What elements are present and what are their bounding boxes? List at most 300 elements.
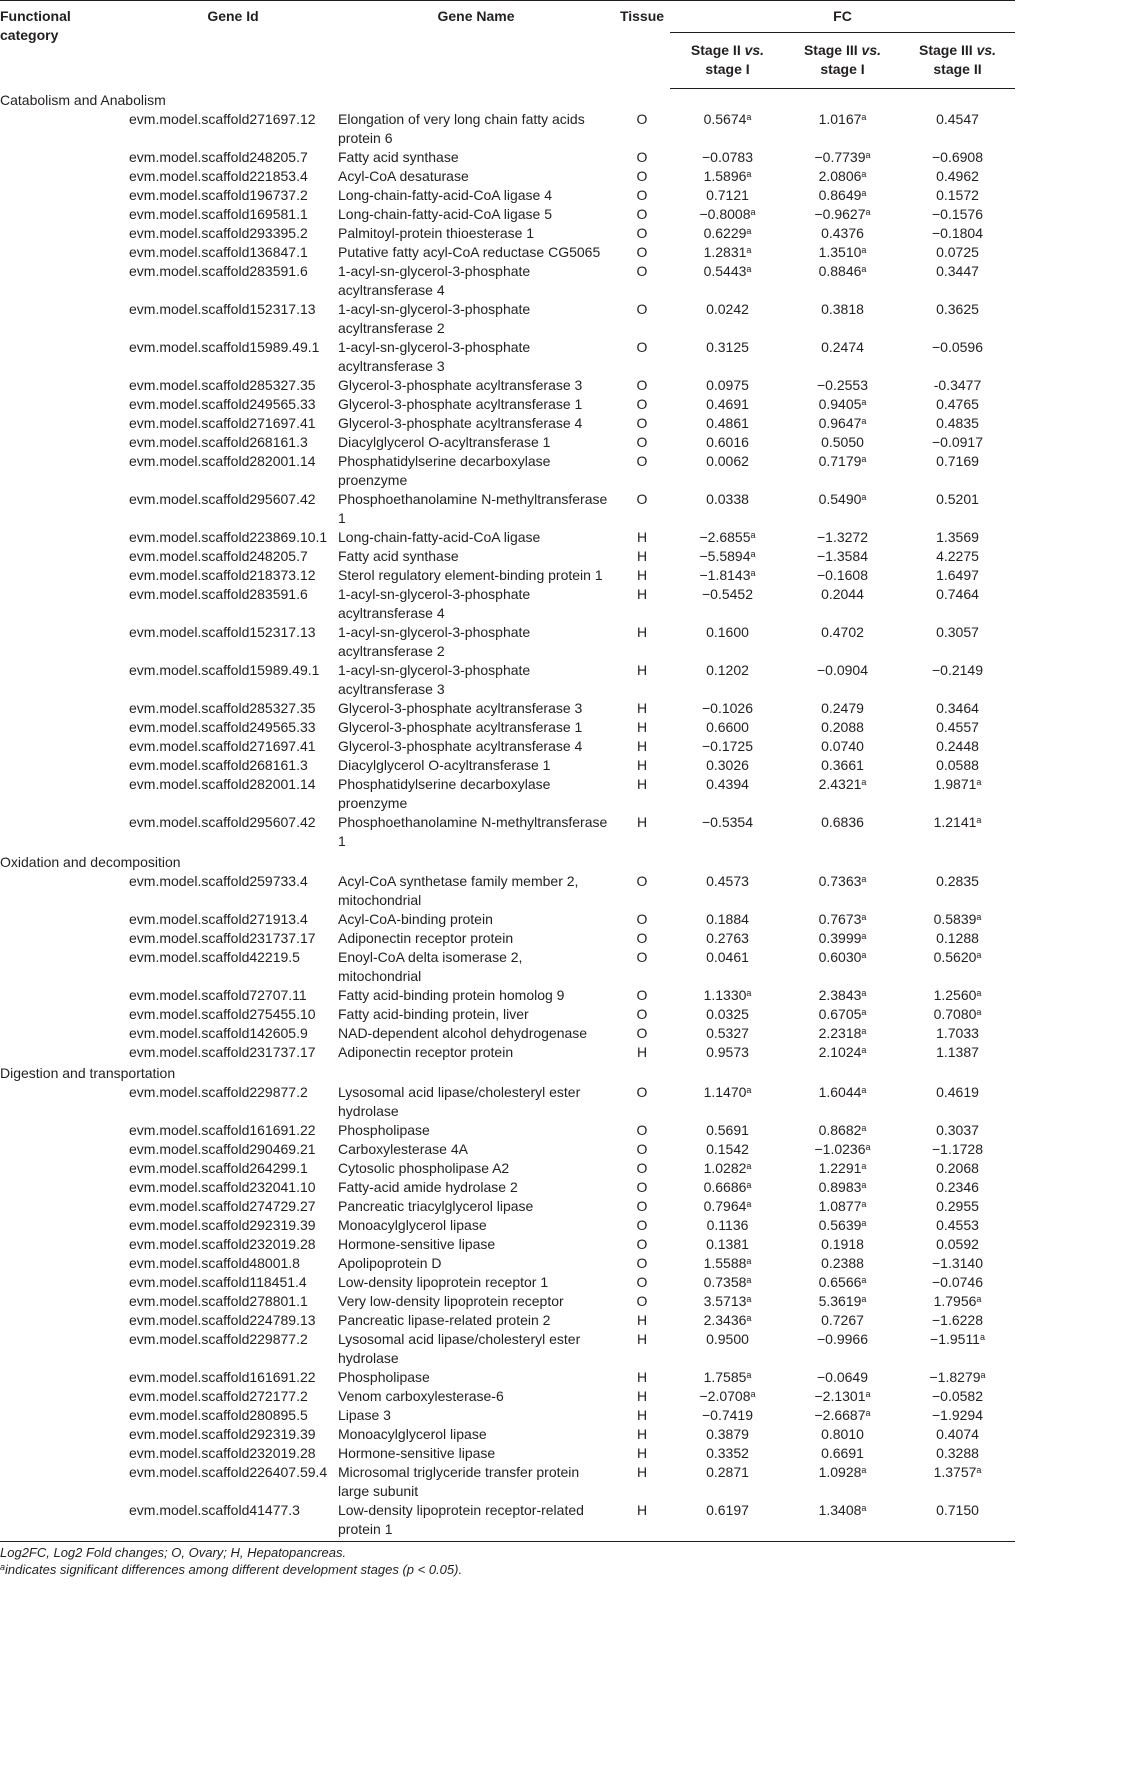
- fc-value: 0.3057: [936, 624, 979, 640]
- gene-id-cell: evm.model.scaffold72707.11: [129, 987, 307, 1003]
- tissue-cell: O: [636, 206, 648, 222]
- significance-mark: a: [861, 987, 867, 998]
- fc-stage2-vs-stage1-cell: [670, 1024, 785, 1043]
- fc-value: 1.9871: [933, 776, 977, 792]
- fc-value: 0.9405: [818, 396, 862, 412]
- table-row: [0, 1083, 1015, 1121]
- fc-stage2-vs-stage1-cell: [670, 1197, 785, 1216]
- tissue-cell: O: [636, 1255, 648, 1271]
- fc-stage3-vs-stage2-cell: [900, 1311, 1015, 1330]
- category-spacer-cell: [0, 585, 128, 623]
- gene-name-cell: Phosphoethanolamine N-methyltransferase 1: [338, 491, 608, 526]
- gene-name-cell: Microsomal triglyceride transfer protein large subunit: [338, 1464, 580, 1499]
- significance-mark: a: [861, 453, 867, 464]
- fc-value: 0.3288: [936, 1445, 979, 1461]
- fc-stage2-vs-stage1-cell: [670, 1216, 785, 1235]
- table-row: [0, 775, 1015, 813]
- table-row: [0, 1159, 1015, 1178]
- table-row: [0, 1216, 1015, 1235]
- significance-mark: a: [865, 1388, 871, 1399]
- fc-value: 0.5674: [703, 111, 747, 127]
- gene-id-cell: evm.model.scaffold229877.2: [129, 1331, 308, 1347]
- fc-value: 0.7358: [703, 1274, 747, 1290]
- fc-value: 0.3818: [821, 301, 864, 317]
- fc-value: 3.5713: [703, 1293, 747, 1309]
- category-spacer-cell: [0, 205, 128, 224]
- tissue-cell: O: [636, 873, 648, 889]
- fc-value: 0.5839: [933, 911, 977, 927]
- tissue-cell: H: [636, 719, 648, 735]
- table-header: [0, 1, 1015, 89]
- tissue-cell: H: [636, 1331, 648, 1347]
- tissue-cell: H: [636, 700, 648, 716]
- fc-value: 0.1202: [706, 662, 749, 678]
- fc-value: 0.4619: [936, 1084, 979, 1100]
- significance-mark: a: [861, 1179, 867, 1190]
- table-row: [0, 205, 1015, 224]
- fc-stage2-vs-stage1-cell: [670, 395, 785, 414]
- significance-mark: a: [861, 187, 867, 198]
- category-spacer-cell: [0, 1330, 128, 1368]
- fc-stage2-vs-stage1-cell: [670, 414, 785, 433]
- fc-value: 0.4691: [706, 396, 749, 412]
- gene-name-cell: Glycerol-3-phosphate acyltransferase 4: [338, 415, 583, 431]
- fc-stage3-vs-stage1-cell: [785, 1254, 900, 1273]
- tissue-cell: O: [636, 1217, 648, 1233]
- gene-name-cell: NAD-dependent alcohol dehydrogenase: [338, 1025, 588, 1041]
- table-row: [0, 986, 1015, 1005]
- tissue-cell: H: [636, 1369, 648, 1385]
- gene-name-cell: Lysosomal acid lipase/cholesteryl ester hydrolase: [338, 1084, 581, 1119]
- fc-value: 0.4765: [936, 396, 979, 412]
- fc-value: 0.2479: [821, 700, 864, 716]
- fc-stage2-vs-stage1-cell: [670, 623, 785, 661]
- fc-stage3-vs-stage1-cell: [785, 661, 900, 699]
- category-spacer-cell: [0, 186, 128, 205]
- fc-stage3-vs-stage1-cell: [785, 110, 900, 148]
- fc-value: −0.5354: [702, 814, 753, 830]
- fc-stage3-vs-stage2-cell: [900, 452, 1015, 490]
- table-row: [0, 338, 1015, 376]
- fc-stage2-vs-stage1-cell: [670, 1368, 785, 1387]
- table-row: [0, 566, 1015, 585]
- fc-value: 0.4962: [936, 168, 979, 184]
- table-row: [0, 1140, 1015, 1159]
- tissue-cell: H: [636, 1044, 648, 1060]
- fc-value: 1.7585: [703, 1369, 747, 1385]
- significance-mark: a: [746, 1179, 752, 1190]
- significance-mark: a: [861, 1217, 867, 1228]
- gene-name-cell: Venom carboxylesterase-6: [338, 1388, 504, 1404]
- table-row: [0, 243, 1015, 262]
- gene-name-cell: Acyl-CoA synthetase family member 2, mitochondrial: [338, 873, 579, 908]
- fc-value: 0.4702: [821, 624, 864, 640]
- table-row: [0, 1043, 1015, 1062]
- category-spacer-cell: [0, 813, 128, 851]
- tissue-cell: H: [636, 1464, 648, 1480]
- header-stage2-vs-stage1: [670, 33, 785, 89]
- tissue-cell: O: [636, 111, 648, 127]
- fc-stage3-vs-stage1-cell: [785, 1368, 900, 1387]
- fc-value: 0.0461: [706, 949, 749, 965]
- fc-value: 0.2388: [821, 1255, 864, 1271]
- fc-value: -0.3477: [933, 377, 982, 393]
- table-row: [0, 948, 1015, 986]
- fc-value: 0.3661: [821, 757, 864, 773]
- category-spacer-cell: [0, 1159, 128, 1178]
- gene-id-cell: evm.model.scaffold271697.41: [129, 738, 316, 754]
- fc-value: −0.1804: [932, 225, 983, 241]
- fc-stage3-vs-stage2-cell: [900, 376, 1015, 395]
- significance-mark: a: [746, 1198, 752, 1209]
- fc-stage3-vs-stage1-cell: [785, 699, 900, 718]
- significance-mark: a: [861, 168, 867, 179]
- header-sub2-vs: vs.: [861, 42, 882, 58]
- fc-value: 0.5443: [703, 263, 747, 279]
- fc-stage3-vs-stage1-cell: [785, 490, 900, 528]
- gene-id-cell: evm.model.scaffold169581.1: [129, 206, 308, 222]
- header-stage3-vs-stage1: [785, 33, 900, 89]
- significance-mark: a: [746, 1255, 752, 1266]
- fc-stage3-vs-stage2-cell: [900, 1043, 1015, 1062]
- fc-stage2-vs-stage1-cell: [670, 1005, 785, 1024]
- gene-id-cell: evm.model.scaffold282001.14: [129, 776, 316, 792]
- tissue-cell: O: [636, 415, 648, 431]
- gene-id-cell: evm.model.scaffold15989.49.1: [129, 662, 320, 678]
- fc-value: −0.1608: [817, 567, 868, 583]
- fc-stage2-vs-stage1-cell: [670, 1444, 785, 1463]
- fc-stage3-vs-stage1-cell: [785, 1140, 900, 1159]
- fc-value: 2.3436: [703, 1312, 747, 1328]
- table-body: [0, 89, 1015, 1542]
- gene-id-cell: evm.model.scaffold271913.4: [129, 911, 308, 927]
- fc-stage3-vs-stage2-cell: [900, 224, 1015, 243]
- header-sub3-part-b: stage II: [933, 61, 982, 77]
- gene-name-cell: Low-density lipoprotein receptor 1: [338, 1274, 549, 1290]
- gene-id-cell: evm.model.scaffold152317.13: [129, 301, 316, 317]
- table-row: [0, 1024, 1015, 1043]
- fc-stage3-vs-stage2-cell: [900, 338, 1015, 376]
- fc-value: 0.8682: [818, 1122, 862, 1138]
- gene-id-cell: evm.model.scaffold152317.13: [129, 624, 316, 640]
- fc-stage3-vs-stage1-cell: [785, 1043, 900, 1062]
- category-spacer-cell: [0, 910, 128, 929]
- significance-mark: a: [750, 1388, 756, 1399]
- fc-value: 0.2763: [706, 930, 749, 946]
- fc-value: 0.7179: [818, 453, 862, 469]
- table-row: [0, 376, 1015, 395]
- category-row: [0, 851, 1015, 872]
- gene-id-cell: evm.model.scaffold223869.10.1: [129, 529, 328, 545]
- fc-stage3-vs-stage1-cell: [785, 224, 900, 243]
- fc-stage3-vs-stage2-cell: [900, 661, 1015, 699]
- gene-name-cell: Glycerol-3-phosphate acyltransferase 3: [338, 377, 583, 393]
- gene-id-cell: evm.model.scaffold224789.13: [129, 1312, 316, 1328]
- category-spacer-cell: [0, 433, 128, 452]
- significance-mark: a: [861, 1274, 867, 1285]
- gene-id-cell: evm.model.scaffold218373.12: [129, 567, 316, 583]
- fc-stage3-vs-stage1-cell: [785, 186, 900, 205]
- tissue-cell: O: [636, 1236, 648, 1252]
- tissue-cell: H: [636, 1426, 648, 1442]
- fc-stage3-vs-stage2-cell: [900, 1197, 1015, 1216]
- category-spacer-cell: [0, 167, 128, 186]
- fc-stage3-vs-stage1-cell: [785, 395, 900, 414]
- fc-value: 0.2346: [936, 1179, 979, 1195]
- category-spacer-cell: [0, 872, 128, 910]
- gene-name-cell: Fatty acid synthase: [338, 548, 459, 564]
- fc-value: 0.8649: [818, 187, 862, 203]
- fc-stage3-vs-stage1-cell: [785, 1197, 900, 1216]
- category-spacer-cell: [0, 623, 128, 661]
- fc-value: −0.1026: [702, 700, 753, 716]
- gene-name-cell: 1-acyl-sn-glycerol-3-phosphate acyltransferase 4: [338, 263, 531, 298]
- table-row: [0, 1197, 1015, 1216]
- category-spacer-cell: [0, 1197, 128, 1216]
- fc-stage2-vs-stage1-cell: [670, 167, 785, 186]
- category-row: [0, 89, 1015, 111]
- fc-value: −0.8008: [699, 206, 751, 222]
- gene-id-cell: evm.model.scaffold196737.2: [129, 187, 308, 203]
- fc-value: 0.1542: [706, 1141, 749, 1157]
- fc-value: −2.0708: [699, 1388, 751, 1404]
- fc-value: −0.2553: [817, 377, 868, 393]
- table-row: [0, 1463, 1015, 1501]
- category-spacer-cell: [0, 986, 128, 1005]
- significance-mark: a: [865, 1141, 871, 1152]
- table-row: [0, 1235, 1015, 1254]
- gene-id-cell: evm.model.scaffold231737.17: [129, 930, 316, 946]
- fc-value: 0.2068: [936, 1160, 979, 1176]
- gene-name-cell: Fatty acid-binding protein, liver: [338, 1006, 529, 1022]
- category-spacer-cell: [0, 718, 128, 737]
- significance-mark: a: [746, 1084, 752, 1095]
- fc-value: 0.4557: [936, 719, 979, 735]
- gene-id-cell: evm.model.scaffold226407.59.4: [129, 1464, 328, 1480]
- gene-name-cell: Enoyl-CoA delta isomerase 2, mitochondrial: [338, 949, 523, 984]
- significance-mark: a: [861, 930, 867, 941]
- gene-id-cell: evm.model.scaffold278801.1: [129, 1293, 308, 1309]
- fc-stage2-vs-stage1-cell: [670, 929, 785, 948]
- table-row: [0, 1406, 1015, 1425]
- fc-stage3-vs-stage2-cell: [900, 243, 1015, 262]
- category-spacer-cell: [0, 1024, 128, 1043]
- fc-stage2-vs-stage1-cell: [670, 986, 785, 1005]
- fc-stage2-vs-stage1-cell: [670, 262, 785, 300]
- fc-stage3-vs-stage1-cell: [785, 262, 900, 300]
- tissue-cell: H: [636, 548, 648, 564]
- fc-stage2-vs-stage1-cell: [670, 1387, 785, 1406]
- fc-value: −2.6687: [814, 1407, 866, 1423]
- significance-mark: a: [976, 776, 982, 787]
- table-row: [0, 110, 1015, 148]
- significance-mark: a: [861, 1464, 867, 1475]
- category-spacer-cell: [0, 1140, 128, 1159]
- fc-value: −1.9294: [932, 1407, 983, 1423]
- fc-stage2-vs-stage1-cell: [670, 490, 785, 528]
- fc-stage3-vs-stage1-cell: [785, 148, 900, 167]
- fc-stage2-vs-stage1-cell: [670, 1311, 785, 1330]
- header-sub2-part-b: stage I: [820, 61, 865, 77]
- fc-stage3-vs-stage2-cell: [900, 1235, 1015, 1254]
- header-sub3-part-a: Stage III: [918, 42, 977, 58]
- fc-value: −1.3140: [932, 1255, 983, 1271]
- category-spacer-cell: [0, 1235, 128, 1254]
- fc-value: 1.6044: [818, 1084, 862, 1100]
- significance-mark: a: [861, 491, 867, 502]
- fc-value: 1.1330: [703, 987, 747, 1003]
- fc-value: −0.7739: [814, 149, 866, 165]
- fc-value: −0.0649: [817, 1369, 868, 1385]
- tissue-cell: O: [636, 244, 648, 260]
- category-label: Oxidation and decomposition: [0, 854, 181, 870]
- fc-value: 0.6016: [706, 434, 749, 450]
- gene-name-cell: Adiponectin receptor protein: [338, 1044, 514, 1060]
- fc-value: −1.8143: [699, 567, 751, 583]
- fc-value: 0.3464: [936, 700, 979, 716]
- fc-stage3-vs-stage2-cell: [900, 1216, 1015, 1235]
- fc-value: 0.7363: [818, 873, 862, 889]
- fc-stage3-vs-stage1-cell: [785, 433, 900, 452]
- fc-stage3-vs-stage2-cell: [900, 756, 1015, 775]
- fc-value: −1.6228: [932, 1312, 983, 1328]
- fc-stage3-vs-stage2-cell: [900, 148, 1015, 167]
- gene-id-cell: evm.model.scaffold295607.42: [129, 814, 316, 830]
- fc-stage3-vs-stage2-cell: [900, 1178, 1015, 1197]
- category-spacer-cell: [0, 490, 128, 528]
- gene-id-cell: evm.model.scaffold271697.12: [129, 111, 316, 127]
- fc-value: 1.5588: [703, 1255, 747, 1271]
- category-spacer-cell: [0, 1501, 128, 1542]
- fc-stage3-vs-stage2-cell: [900, 1444, 1015, 1463]
- tissue-cell: H: [636, 529, 648, 545]
- gene-id-cell: evm.model.scaffold249565.33: [129, 396, 316, 412]
- tissue-cell: H: [636, 1407, 648, 1423]
- fc-value: −0.0917: [932, 434, 983, 450]
- category-spacer-cell: [0, 243, 128, 262]
- fc-stage3-vs-stage2-cell: [900, 395, 1015, 414]
- significance-mark: a: [861, 911, 867, 922]
- tissue-cell: H: [636, 586, 648, 602]
- fc-stage3-vs-stage2-cell: [900, 948, 1015, 986]
- table-row: [0, 1444, 1015, 1463]
- fc-stage2-vs-stage1-cell: [670, 1463, 785, 1501]
- tissue-cell: O: [636, 1025, 648, 1041]
- category-spacer-cell: [0, 1254, 128, 1273]
- fc-value: 0.6600: [706, 719, 749, 735]
- fc-stage3-vs-stage1-cell: [785, 775, 900, 813]
- fc-stage2-vs-stage1-cell: [670, 528, 785, 547]
- table-row: [0, 929, 1015, 948]
- fc-stage3-vs-stage2-cell: [900, 433, 1015, 452]
- fc-value: −1.8279: [929, 1369, 981, 1385]
- fc-value: 5.3619: [818, 1293, 862, 1309]
- tissue-cell: O: [636, 491, 648, 507]
- table-row: [0, 1311, 1015, 1330]
- gene-name-cell: Diacylglycerol O-acyltransferase 1: [338, 434, 551, 450]
- table-row: [0, 262, 1015, 300]
- category-spacer-cell: [0, 737, 128, 756]
- fc-value: 0.7673: [818, 911, 862, 927]
- category-spacer-cell: [0, 948, 128, 986]
- category-spacer-cell: [0, 1444, 128, 1463]
- fc-value: 0.8010: [821, 1426, 864, 1442]
- category-spacer-cell: [0, 929, 128, 948]
- fc-stage2-vs-stage1-cell: [670, 699, 785, 718]
- fc-value: 2.4321: [818, 776, 862, 792]
- fc-value: −2.6855: [699, 529, 751, 545]
- fc-value: 1.2291: [818, 1160, 862, 1176]
- fc-value: 0.0588: [936, 757, 979, 773]
- fc-stage2-vs-stage1-cell: [670, 948, 785, 986]
- fc-value: 1.6497: [936, 567, 979, 583]
- significance-mark: a: [861, 1044, 867, 1055]
- category-spacer-cell: [0, 338, 128, 376]
- gene-id-cell: evm.model.scaffold136847.1: [129, 244, 308, 260]
- table-row: [0, 872, 1015, 910]
- footnote-significance-text: indicates significant differences among different development stages (p < 0.05).: [5, 1562, 463, 1577]
- fc-value: −0.0582: [932, 1388, 983, 1404]
- category-spacer-cell: [0, 528, 128, 547]
- fc-value: −0.1576: [932, 206, 983, 222]
- gene-name-cell: Phosphatidylserine decarboxylase proenzyme: [338, 453, 551, 488]
- tissue-cell: O: [636, 168, 648, 184]
- fc-value: 0.4553: [936, 1217, 979, 1233]
- fc-value: 0.0975: [706, 377, 749, 393]
- fc-stage2-vs-stage1-cell: [670, 1083, 785, 1121]
- fc-stage2-vs-stage1-cell: [670, 872, 785, 910]
- fc-stage2-vs-stage1-cell: [670, 1140, 785, 1159]
- table-row: [0, 623, 1015, 661]
- fc-value: 1.2831: [703, 244, 747, 260]
- fc-stage3-vs-stage2-cell: [900, 547, 1015, 566]
- table-row: [0, 528, 1015, 547]
- fc-stage3-vs-stage1-cell: [785, 452, 900, 490]
- fc-value: 0.0242: [706, 301, 749, 317]
- fc-value: −1.3584: [817, 548, 868, 564]
- tissue-cell: H: [636, 567, 648, 583]
- category-spacer-cell: [0, 376, 128, 395]
- category-spacer-cell: [0, 148, 128, 167]
- gene-name-cell: Hormone-sensitive lipase: [338, 1445, 496, 1461]
- fc-value: 0.0325: [706, 1006, 749, 1022]
- fc-stage3-vs-stage2-cell: [900, 1273, 1015, 1292]
- tissue-cell: O: [636, 1141, 648, 1157]
- fc-value: 0.8983: [818, 1179, 862, 1195]
- fc-value: −0.6908: [932, 149, 983, 165]
- significance-mark: a: [750, 206, 756, 217]
- fc-value: −5.5894: [699, 548, 751, 564]
- fc-stage3-vs-stage1-cell: [785, 1425, 900, 1444]
- significance-mark: a: [861, 415, 867, 426]
- fc-stage3-vs-stage1-cell: [785, 338, 900, 376]
- fc-stage3-vs-stage2-cell: [900, 737, 1015, 756]
- fc-stage3-vs-stage2-cell: [900, 110, 1015, 148]
- table-row: [0, 718, 1015, 737]
- significance-mark: a: [980, 1369, 986, 1380]
- gene-id-cell: evm.model.scaffold275455.10: [129, 1006, 316, 1022]
- fc-value: 0.1381: [706, 1236, 749, 1252]
- category-spacer-cell: [0, 1273, 128, 1292]
- fc-stage3-vs-stage2-cell: [900, 775, 1015, 813]
- table-row: [0, 395, 1015, 414]
- fc-stage3-vs-stage2-cell: [900, 699, 1015, 718]
- gene-id-cell: evm.model.scaffold221853.4: [129, 168, 308, 184]
- fc-value: −0.1725: [702, 738, 753, 754]
- significance-mark: a: [865, 149, 871, 160]
- table-row: [0, 699, 1015, 718]
- category-spacer-cell: [0, 566, 128, 585]
